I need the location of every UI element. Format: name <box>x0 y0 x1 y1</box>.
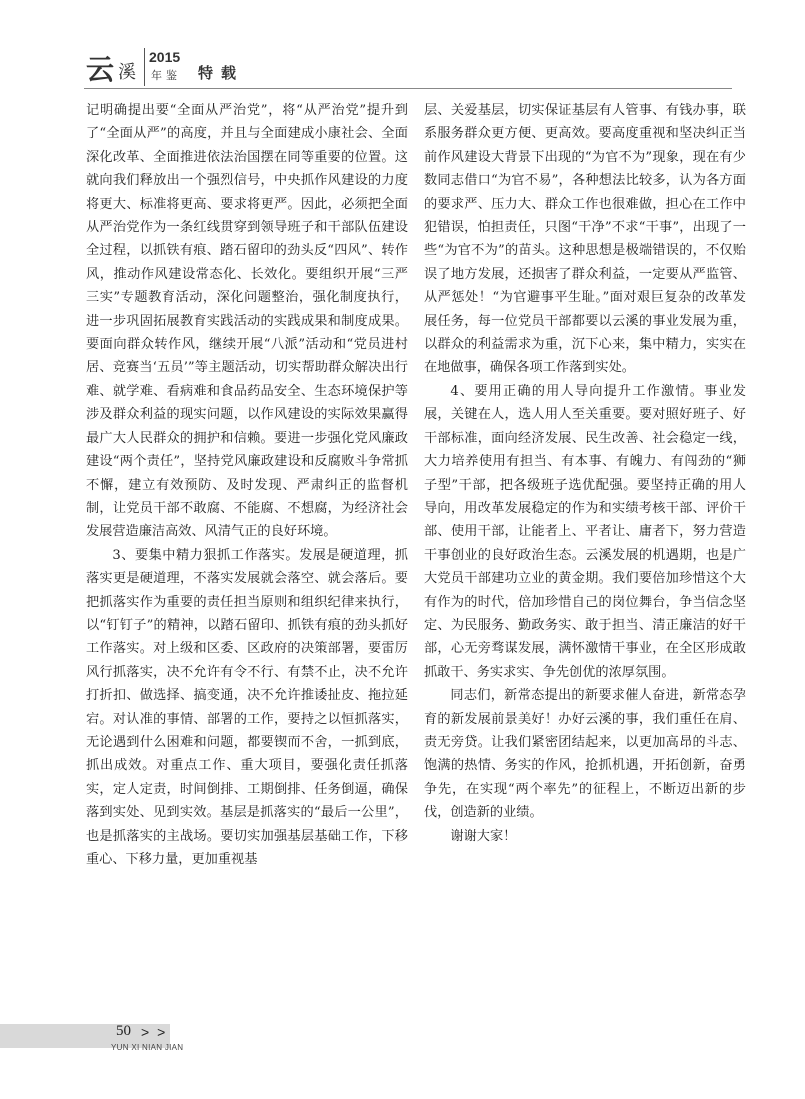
left-paragraph-1: 记明确提出要“全面从严治党”，将“从严治党”提升到了“全面从严”的高度，并且与全面建成小康社会、全面深化改革、全面推进依法治国摆在同等重要的位置。这就向我们释放出一个强烈信号，中央抓作风建设的力度将更大、标准将更高、要求将更严。因此，必须把全面从严治党作为一条红线贯穿到领导班子和干部队伍建设全过程，以抓铁有痕、踏石留印的劲头反“四风”、转作风，推动作风建设常态化、长效化。要组织开展“三严三实”专题教育活动，深化问题整治，强化制度执行，进一步巩固拓展教育实践活动的实践成果和制度成果。要面向群众转作风，继续开展“八派”活动和“党员进村居、竞赛当‘五员’”等主题活动，切实帮助群众解决出行难、就学难、看病难和食品药品安全、生态环境保护等涉及群众利益的现实问题，以作风建设的实际效果赢得最广大人民群众的拥护和信赖。要进一步强化党风廉政建设“两个责任”，坚持党风廉政建设和反腐败斗争常抓不懈，建立有效预防、及时发现、严肃纠正的监督机制，让党员干部不敢腐、不能腐、不想腐，为经济社会发展营造廉洁高效、风清气正的良好环境。 <box>86 103 408 540</box>
header-logo-yun: 云 <box>86 53 115 86</box>
header-divider <box>144 48 145 86</box>
header-yearbook-label: 年鉴 <box>151 69 181 82</box>
header-logo-xi: 溪 <box>118 62 136 83</box>
header-year: 2015 <box>149 49 181 65</box>
left-paragraph-2: 3、要集中精力狠抓工作落实。发展是硬道理，抓落实更是硬道理，不落实发展就会落空、就会落后。要把抓落实作为重要的责任担当原则和组织纪律来执行，以“钉钉子”的精神，以踏石留印、抓铁有痕的劲头抓好工作落实。对上级和区委、区政府的决策部署，要雷厉风行抓落实，决不允许有令不行、有禁不止，决不允许打折扣、做选择、搞变通，决不允许推诿扯皮、拖拉延宕。对认准的事情、部署的工作，要持之以恒抓落实，无论遇到什么困难和问题，都要锲而不舍，一抓到底，抓出成效。对重点工作、重大项目，要强化责任抓落实，定人定责，时间倒排、工期倒排、任务倒逼，确保落到实处、见到实效。基层是抓落实的“最后一公里”，也是抓落实的主战场。要切实加强基层基础工作，下移重心、下移力量，更加重视基 <box>86 547 408 867</box>
footer-subtitle: YUN XI NIAN JIAN <box>111 1043 184 1052</box>
right-paragraph-4: 谢谢大家！ <box>450 828 517 844</box>
footer-arrows: > > <box>141 1024 168 1040</box>
page-number: 50 <box>116 1023 131 1039</box>
left-column <box>86 99 408 871</box>
right-paragraph-3: 同志们，新常态提出的新要求催人奋进，新常态孕育的新发展前景美好！办好云溪的事，我们重任在肩、责无旁贷。让我们紧密团结起来，以更加高昂的斗志、饱满的热情、务实的作风，抢抓机遇，开拓创新，奋勇争先，在实现“两个率先”的征程上，不断迈出新的步伐，创造新的业绩。 <box>424 688 746 821</box>
right-paragraph-1: 层、关爱基层，切实保证基层有人管事、有钱办事，联系服务群众更方便、更高效。要高度重视和坚决纠正当前作风建设大背景下出现的“为官不为”现象，现在有少数同志借口“为官不易”，各种想法比较多，认为各方面的要求严、压力大、群众工作也很难做，担心在工作中犯错误，怕担责任，只图“干净”不求“干事”，出现了一些“为官不为”的苗头。这种思想是极端错误的，不仅贻误了地方发展，还损害了群众利益，一定要从严监管、从严惩处！“为官避事平生耻。”面对艰巨复杂的改革发展任务，每一位党员干部都要以云溪的事业发展为重，以群众的利益需求为重，沉下心来，集中精力，实实在在地做事，确保各项工作落到实处。 <box>424 103 746 376</box>
header-rule <box>84 88 732 89</box>
right-paragraph-2: 4、要用正确的用人导向提升工作激情。事业发展，关键在人，选人用人至关重要。要对照好班子、好干部标准，面向经济发展、民生改善、社会稳定一线，大力培养使用有担当、有本事、有魄力、有闯劲的“狮子型”干部，把各级班子选优配强。要坚持正确的用人导向，用改革发展稳定的作为和实绩考核干部、评价干部、使用干部，让能者上、平者让、庸者下，努力营造干事创业的良好政治生态。云溪发展的机遇期，也是广大党员干部建功立业的黄金期。我们要倍加珍惜这个大有作为的时代，倍加珍惜自己的岗位舞台，争当信念坚定、为民服务、勤政务实、敢于担当、清正廉洁的好干部，心无旁骛谋发展，满怀激情干事业，在全区形成敢抓敢干、务实求实、争先创优的浓厚氛围。 <box>424 383 746 680</box>
page-header <box>84 42 424 88</box>
header-section-title: 特载 <box>198 64 245 82</box>
right-column <box>424 99 746 848</box>
